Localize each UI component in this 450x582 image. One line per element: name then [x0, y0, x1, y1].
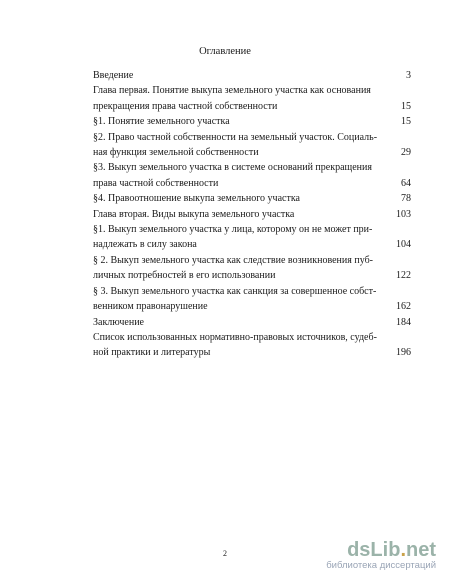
toc-entry-line: ной практики и литературы: [93, 347, 211, 359]
toc-entry: [93, 315, 411, 330]
toc-entry-text: [93, 68, 391, 83]
toc-entry-line: права частной собственности: [93, 177, 219, 189]
toc-entry-text: [93, 222, 391, 253]
page-number: 2: [223, 549, 227, 558]
toc-entry-page: 29: [401, 147, 412, 159]
toc-entry-line: §4. Правоотношение выкупа земельного участка: [93, 193, 300, 205]
toc-entry-text: [93, 130, 391, 161]
toc-entry-line: Заключение: [93, 316, 144, 328]
toc-entry-page: 15: [401, 116, 411, 128]
toc-entry: [93, 222, 411, 253]
toc-entry-line: §3. Выкуп земельного участка в системе оснований прекращения: [93, 162, 372, 174]
toc-entry-line: § 2. Выкуп земельного участка как следствие возникновения пуб-: [93, 254, 373, 266]
toc-entry-text: [93, 191, 391, 206]
toc-entry-line: ная функция земельной собственности: [93, 147, 259, 159]
toc-entry-page: 3: [406, 70, 411, 81]
toc-entry: [93, 253, 411, 284]
toc-entry-line: § 3. Выкуп земельного участка как санкция за совершенное собст-: [93, 285, 377, 297]
table-of-contents: [93, 68, 411, 361]
toc-entry: [93, 114, 411, 129]
toc-entry: [93, 207, 411, 222]
toc-entry-text: [93, 253, 391, 284]
toc-entry: [93, 330, 411, 361]
toc-entry-line: надлежать в силу закона: [93, 239, 197, 251]
toc-entry: [93, 284, 411, 315]
toc-entry-text: [93, 114, 391, 129]
toc-entry-text: [93, 284, 391, 315]
toc-entry: [93, 160, 411, 191]
toc-entry-line: §1. Понятие земельного участка: [93, 116, 230, 128]
toc-entry-page: 15: [401, 100, 411, 112]
toc-entry-line: §2. Право частной собственности на земельный участок. Социаль-: [93, 131, 378, 143]
toc-entry-line: Список использованных нормативно-правовых источников, судеб-: [93, 331, 377, 343]
toc-entry: [93, 68, 411, 83]
toc-entry-text: [93, 83, 391, 114]
toc-entry-page: 184: [396, 316, 411, 328]
watermark-logo-main: dsLib: [347, 539, 401, 561]
toc-entry-page: 104: [396, 239, 411, 251]
toc-entry-line: прекращения права частной собственности: [93, 100, 278, 112]
toc-entry-page: 78: [401, 193, 411, 205]
watermark-subtitle: библиотека диссертаций: [326, 560, 436, 571]
toc-entry: [93, 130, 411, 161]
toc-entry-line: Глава первая. Понятие выкупа земельного участка как основания: [93, 85, 371, 97]
watermark: [276, 540, 436, 572]
toc-entry-line: §1. Выкуп земельного участка у лица, которому он не может при-: [93, 224, 373, 236]
toc-entry-text: [93, 207, 391, 222]
toc-entry-text: [93, 160, 391, 191]
toc-entry-page: 196: [396, 347, 411, 359]
toc-entry-page: 64: [401, 177, 411, 189]
watermark-logo-tld: net: [406, 539, 436, 561]
watermark-logo-dot: .: [400, 539, 406, 561]
toc-entry-page: 122: [396, 270, 411, 282]
toc-entry-line: Глава вторая. Виды выкупа земельного участка: [93, 208, 295, 220]
toc-entry: [93, 191, 411, 206]
toc-entry-line: венником правонарушение: [93, 301, 208, 313]
toc-title: Оглавление: [199, 46, 251, 57]
toc-entry-text: [93, 315, 391, 330]
toc-entry-line: Введение: [93, 70, 134, 81]
toc-entry-text: [93, 330, 391, 361]
toc-entry: [93, 83, 411, 114]
toc-entry-page: 103: [396, 208, 411, 220]
toc-entry-page: 162: [396, 301, 411, 313]
watermark-logo: [276, 540, 436, 560]
toc-entry-line: личных потребностей в его использовании: [93, 270, 276, 282]
